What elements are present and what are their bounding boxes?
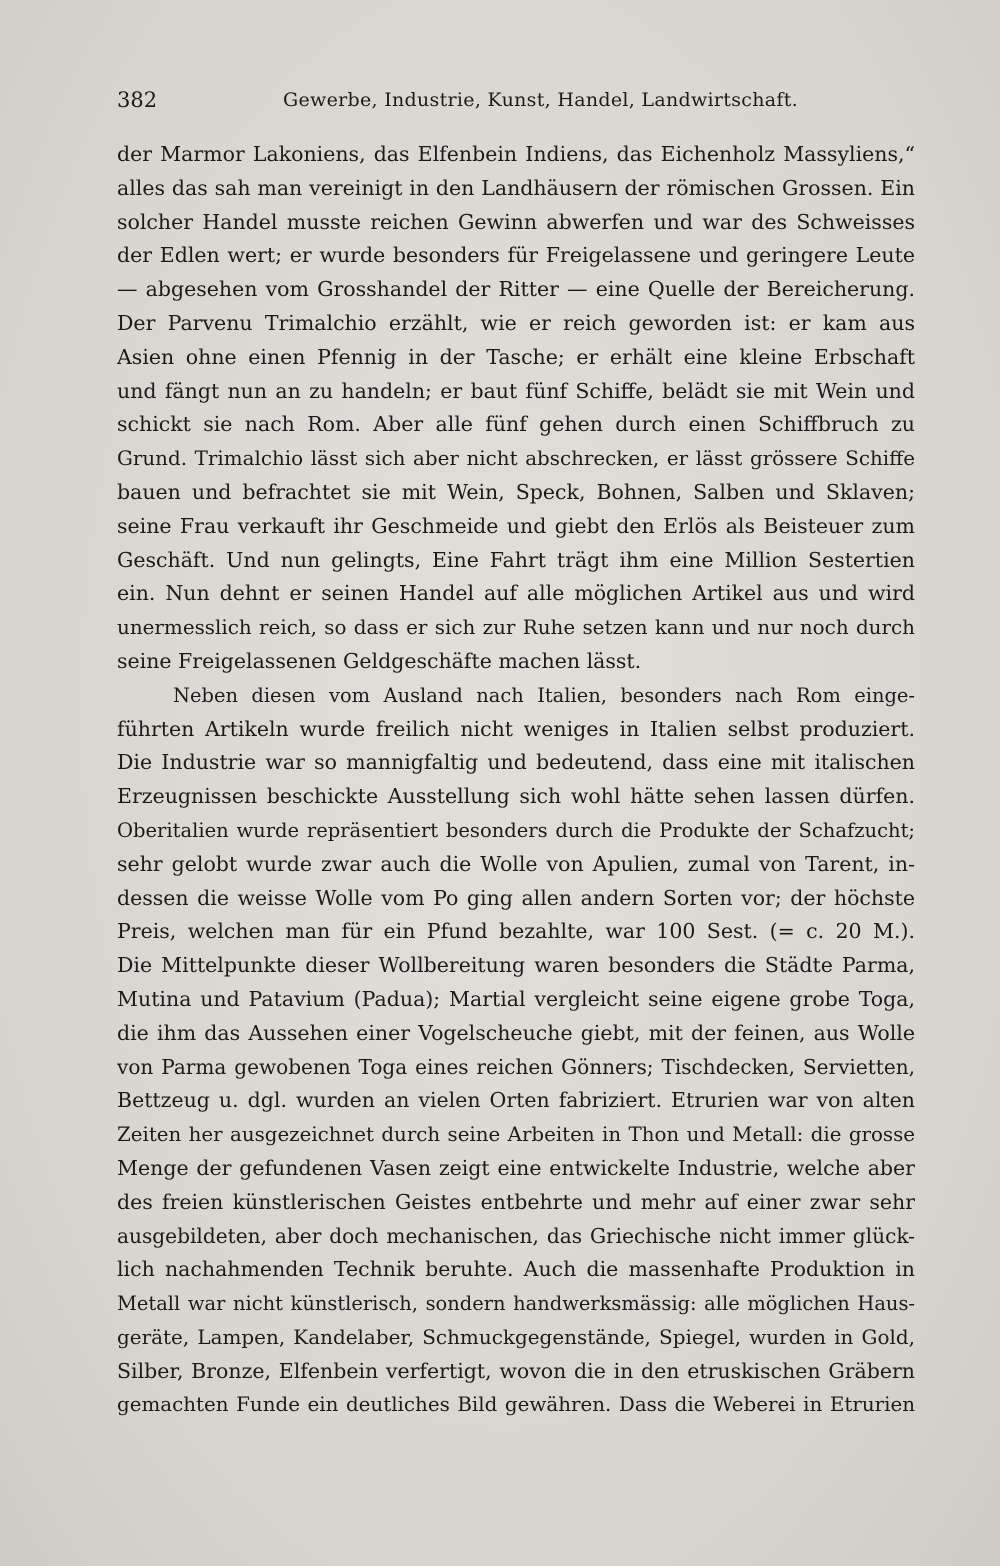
- text-line: Die Mittelpunkte dieser Wollbereitung waren besonders die Städte Parma,: [117, 953, 915, 978]
- text-line: Asien ohne einen Pfennig in der Tasche; er erhält eine kleine Erbschaft: [117, 344, 915, 369]
- text-line: alles das sah man vereinigt in den Landhäusern der römischen Grossen. Ein: [117, 175, 915, 200]
- text-line: Die Industrie war so mannigfaltig und bedeutend, dass eine mit italischen: [117, 750, 915, 775]
- text-line: seine Frau verkauft ihr Geschmeide und giebt den Erlös als Beisteuer zum: [117, 513, 915, 538]
- text-line: Preis, welchen man für ein Pfund bezahlte, war 100 Sest. (= c. 20 M.).: [117, 919, 915, 944]
- text-line: des freien künstlerischen Geistes entbehrte und mehr auf einer zwar sehr: [117, 1189, 915, 1214]
- text-line: und fängt nun an zu handeln; er baut fünf Schiffe, belädt sie mit Wein und: [117, 378, 915, 403]
- text-line: Menge der gefundenen Vasen zeigt eine entwickelte Industrie, welche aber: [117, 1155, 915, 1180]
- text-line: bauen und befrachtet sie mit Wein, Speck, Bohnen, Salben und Sklaven;: [117, 479, 915, 504]
- text-line: sehr gelobt wurde zwar auch die Wolle von Apulien, zumal von Tarent, in-: [117, 851, 915, 876]
- text-line: schickt sie nach Rom. Aber alle fünf gehen durch einen Schiffbruch zu: [117, 412, 915, 437]
- text-line: Geschäft. Und nun gelingts, Eine Fahrt trägt ihm eine Million Sestertien: [117, 547, 915, 572]
- text-line: Oberitalien wurde repräsentiert besonders durch die Produkte der Schafzucht;: [117, 818, 915, 842]
- text-line: führten Artikeln wurde freilich nicht weniges in Italien selbst produziert.: [117, 716, 915, 741]
- text-line: Der Parvenu Trimalchio erzählt, wie er reich geworden ist: er kam aus: [117, 310, 915, 335]
- text-line: Bettzeug u. dgl. wurden an vielen Orten fabriziert. Etrurien war von alten: [117, 1088, 915, 1113]
- text-line: Erzeugnissen beschickte Ausstellung sich wohl hätte sehen lassen dürfen.: [117, 784, 915, 809]
- text-line: ein. Nun dehnt er seinen Handel auf alle möglichen Artikel aus und wird: [117, 581, 915, 606]
- text-line: Metall war nicht künstlerisch, sondern handwerksmässig: alle möglichen Haus-: [117, 1292, 915, 1316]
- text-line: Silber, Bronze, Elfenbein verfertigt, wovon die in den etruskischen Gräbern: [117, 1358, 915, 1383]
- body-text: [117, 138, 915, 1422]
- text-line: Zeiten her ausgezeichnet durch seine Arbeiten in Thon und Metall: die grosse: [117, 1123, 915, 1147]
- text-line: der Edlen wert; er wurde besonders für Freigelassene und geringere Leute: [117, 243, 915, 268]
- text-line: geräte, Lampen, Kandelaber, Schmuckgegenstände, Spiegel, wurden in Gold,: [117, 1324, 915, 1349]
- text-line: dessen die weisse Wolle vom Po ging allen andern Sorten vor; der höchste: [117, 885, 915, 910]
- text-line: ausgebildeten, aber doch mechanischen, das Griechische nicht immer glück-: [117, 1223, 915, 1248]
- text-line: — abgesehen vom Grosshandel der Ritter — eine Quelle der Bereicherung.: [117, 277, 915, 302]
- page-number: 382: [117, 88, 158, 112]
- text-line: der Marmor Lakoniens, das Elfenbein Indiens, das Eichenholz Massyliens,“: [117, 142, 915, 166]
- page-header: [117, 88, 915, 122]
- text-line: solcher Handel musste reichen Gewinn abwerfen und war des Schweisses: [117, 209, 915, 234]
- text-line: die ihm das Aussehen einer Vogelscheuche giebt, mit der feinen, aus Wolle: [117, 1020, 915, 1045]
- text-line: unermesslich reich, so dass er sich zur Ruhe setzen kann und nur noch durch: [117, 616, 915, 640]
- text-line: von Parma gewobenen Toga eines reichen Gönners; Tischdecken, Servietten,: [117, 1054, 915, 1079]
- running-title: Gewerbe, Industrie, Kunst, Handel, Landwirtschaft.: [283, 89, 798, 111]
- text-line: gemachten Funde ein deutliches Bild gewähren. Dass die Weberei in Etrurien: [117, 1393, 915, 1417]
- text-line: lich nachahmenden Technik beruhte. Auch die massenhafte Produktion in: [117, 1257, 915, 1282]
- text-line: Grund. Trimalchio lässt sich aber nicht abschrecken, er lässt grössere Schiffe: [117, 447, 915, 471]
- text-line: Mutina und Patavium (Padua); Martial vergleicht seine eigene grobe Toga,: [117, 986, 915, 1011]
- paragraph-end-line: seine Freigelassenen Geldgeschäfte machen lässt.: [117, 648, 642, 673]
- paragraph-start-line: Neben diesen vom Ausland nach Italien, besonders nach Rom einge-: [173, 683, 915, 707]
